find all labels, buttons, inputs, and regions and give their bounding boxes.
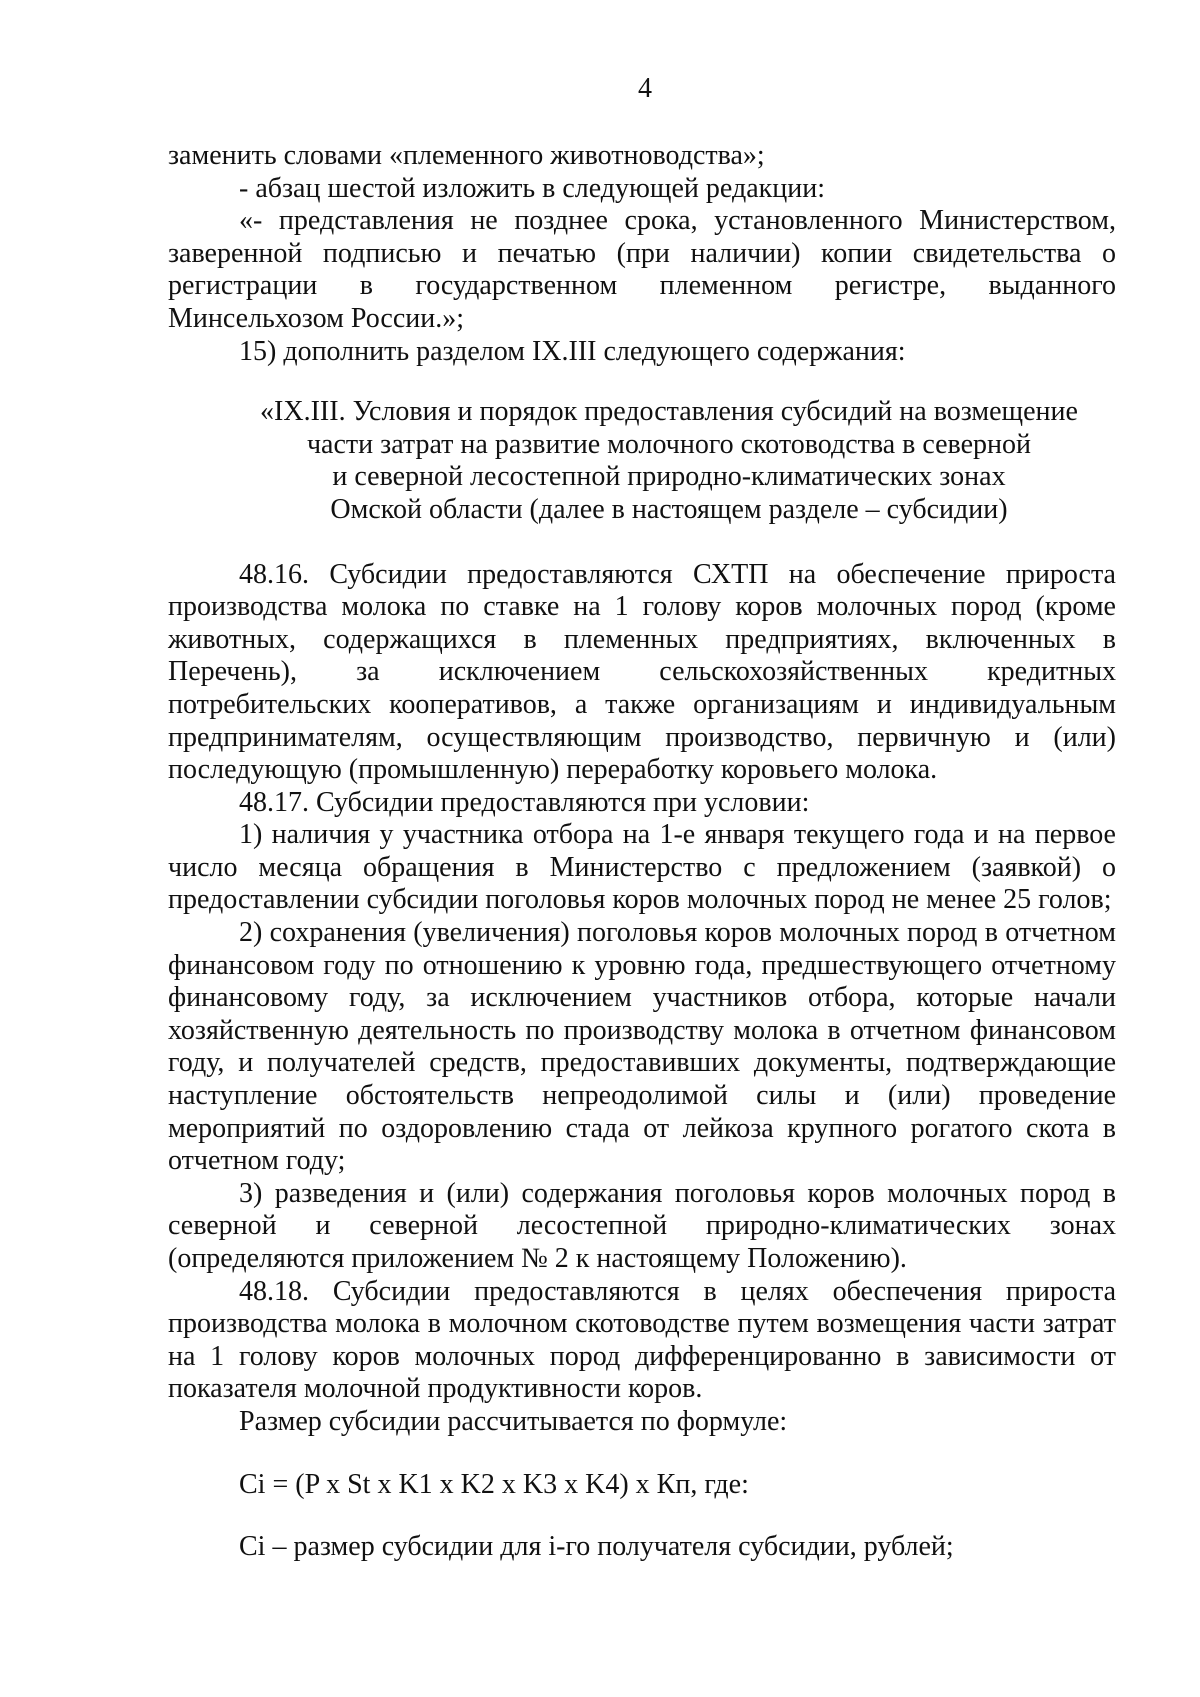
section-heading-line-1: «IX.III. Условия и порядок предоставления субсидий на возмещение	[260, 396, 1078, 428]
intro-quoted-text: «- представления не позднее срока, установленного Министерством, заверенной подписью и печатью (при наличии) копии свидетельства о регистрации в государственном племенном регистре, выданного Минсельхозом России.»;	[168, 205, 1116, 334]
document-body	[168, 140, 1116, 1564]
paragraph-48-17: 48.17. Субсидии предоставляются при условии:	[239, 786, 810, 818]
ci-definition: Ci – размер субсидии для i-го получателя субсидии, рублей;	[239, 1531, 954, 1563]
section-heading-line-2: части затрат на развитие молочного скотоводства в северной	[306, 428, 1032, 460]
intro-line-replace: заменить словами «племенного животноводства»;	[168, 140, 765, 171]
intro-line-paragraph-six: - абзац шестой изложить в следующей редакции:	[239, 172, 825, 204]
formula-intro: Размер субсидии рассчитывается по формуле:	[239, 1405, 788, 1437]
section-heading-line-4: Омской области (далее в настоящем разделе – субсидии)	[330, 493, 1008, 525]
formula: Ci = (P x St x K1 x K2 x K3 x K4) x Кп, где:	[239, 1468, 749, 1500]
section-heading-line-3: и северной лесостепной природно-климатических зонах	[332, 461, 1006, 493]
condition-2: 2) сохранения (увеличения) поголовья коров молочных пород в отчетном финансовом году по отношению к уровню года, предшествующего отчетному финансовому году, за исключением участников отбора, которые начали хозяйственную деятельность по производству молока в отчетном финансовом году, и получателей средств, предоставивших документы, подтверждающие наступление обстоятельств непреодолимой силы и (или) проведение мероприятий по оздоровлению стада от лейкоза крупного рогатого скота в отчетном году;	[168, 917, 1116, 1177]
page-number: 4	[638, 73, 652, 104]
condition-3: 3) разведения и (или) содержания поголовья коров молочных пород в северной и северной лесостепной природно-климатических зонах (определяются приложением № 2 к настоящему Положению).	[168, 1177, 1116, 1274]
intro-item-15: 15) дополнить разделом IX.III следующего содержания:	[239, 335, 906, 367]
condition-1: 1) наличия у участника отбора на 1-е января текущего года и на первое число месяца обращения в Министерство с предложением (заявкой) о предоставлении субсидии поголовья коров молочных пород не менее 25 голов;	[168, 819, 1116, 916]
section-heading	[168, 396, 1116, 526]
paragraph-48-16: 48.16. Субсидии предоставляются СХТП на обеспечение прироста производства молока по ставке на 1 голову коров молочных пород (кроме животных, содержащихся в племенных предприятиях, включенных в Перечень), за исключением сельскохозяйственных кредитных потребительских кооперативов, а также организациям и индивидуальным предпринимателям, осуществляющим производство, первичную и (или) последующую (промышленную) переработку коровьего молока.	[168, 558, 1116, 786]
paragraph-48-18: 48.18. Субсидии предоставляются в целях обеспечения прироста производства молока в молочном скотоводстве путем возмещения части затрат на 1 голову коров молочных пород дифференцированно в зависимости от показателя молочной продуктивности коров.	[168, 1275, 1116, 1405]
